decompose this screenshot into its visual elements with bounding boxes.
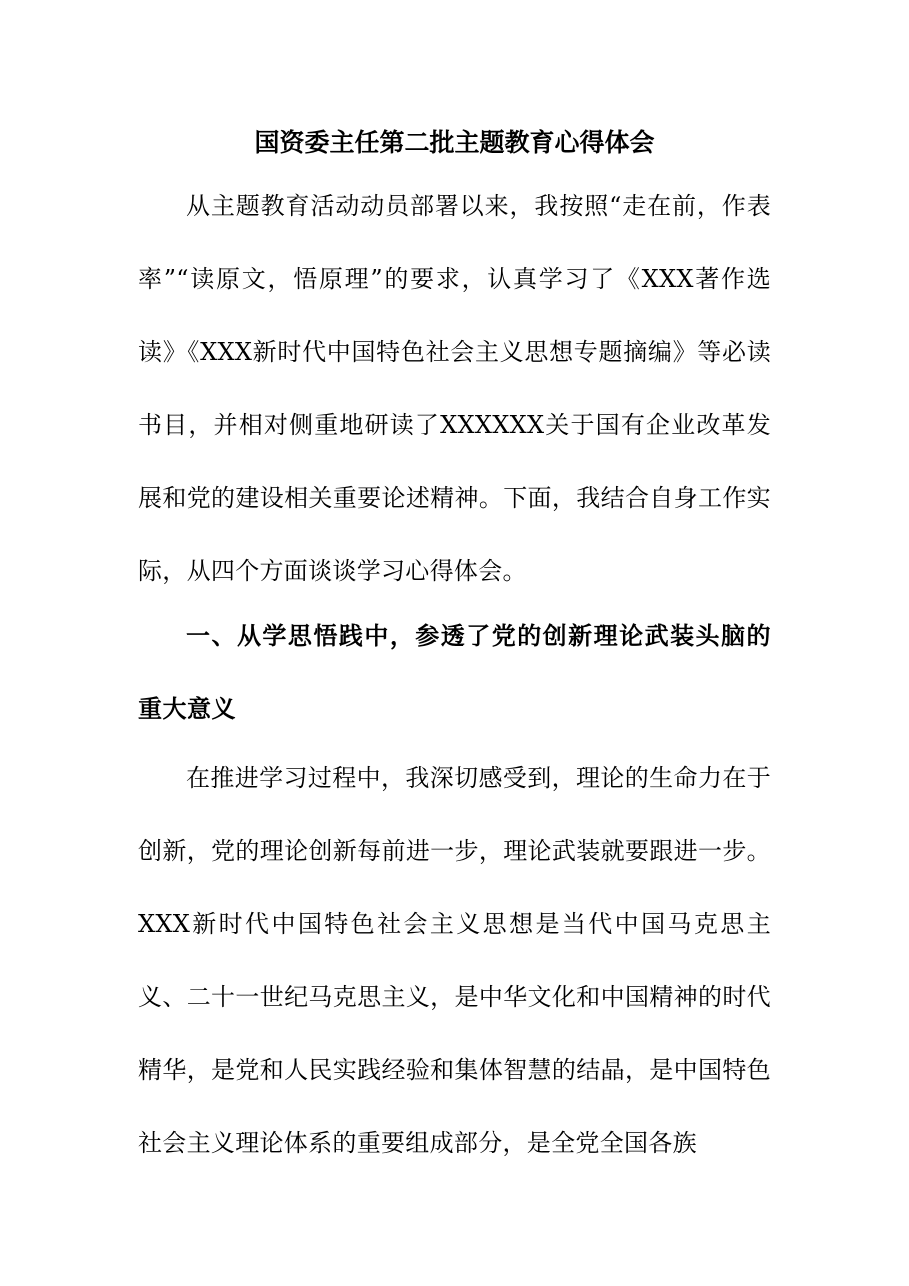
section-heading-1: 一、从学思悟践中，参透了党的创新理论武装头脑的重大意义	[138, 622, 771, 723]
document-title: 国资委主任第二批主题教育心得体会	[254, 128, 655, 157]
paragraph-intro: 从主题教育活动动员部署以来，我按照“走在前，作表率”“读原文，悟原理”的要求，认真学习了《XXX著作选读》《XXX新时代中国特色社会主义思想专题摘编》等必读书目，并相对侧重地研读了XXXXXX关于国有企业改革发展和党的建设相关重要论述精神。下面，我结合自身工作实际，从四个方面谈谈学习心得体会。	[138, 192, 771, 585]
paragraph-section-1: 在推进学习过程中，我深切感受到，理论的生命力在于创新，党的理论创新每前进一步，理论武装就要跟进一步。XXX新时代中国特色社会主义思想是当代中国马克思主义、二十一世纪马克思主义，是中华文化和中国精神的时代精华，是党和人民实践经验和集体智慧的结晶，是中国特色社会主义理论体系的重要组成部分，是全党全国各族	[138, 764, 771, 1157]
